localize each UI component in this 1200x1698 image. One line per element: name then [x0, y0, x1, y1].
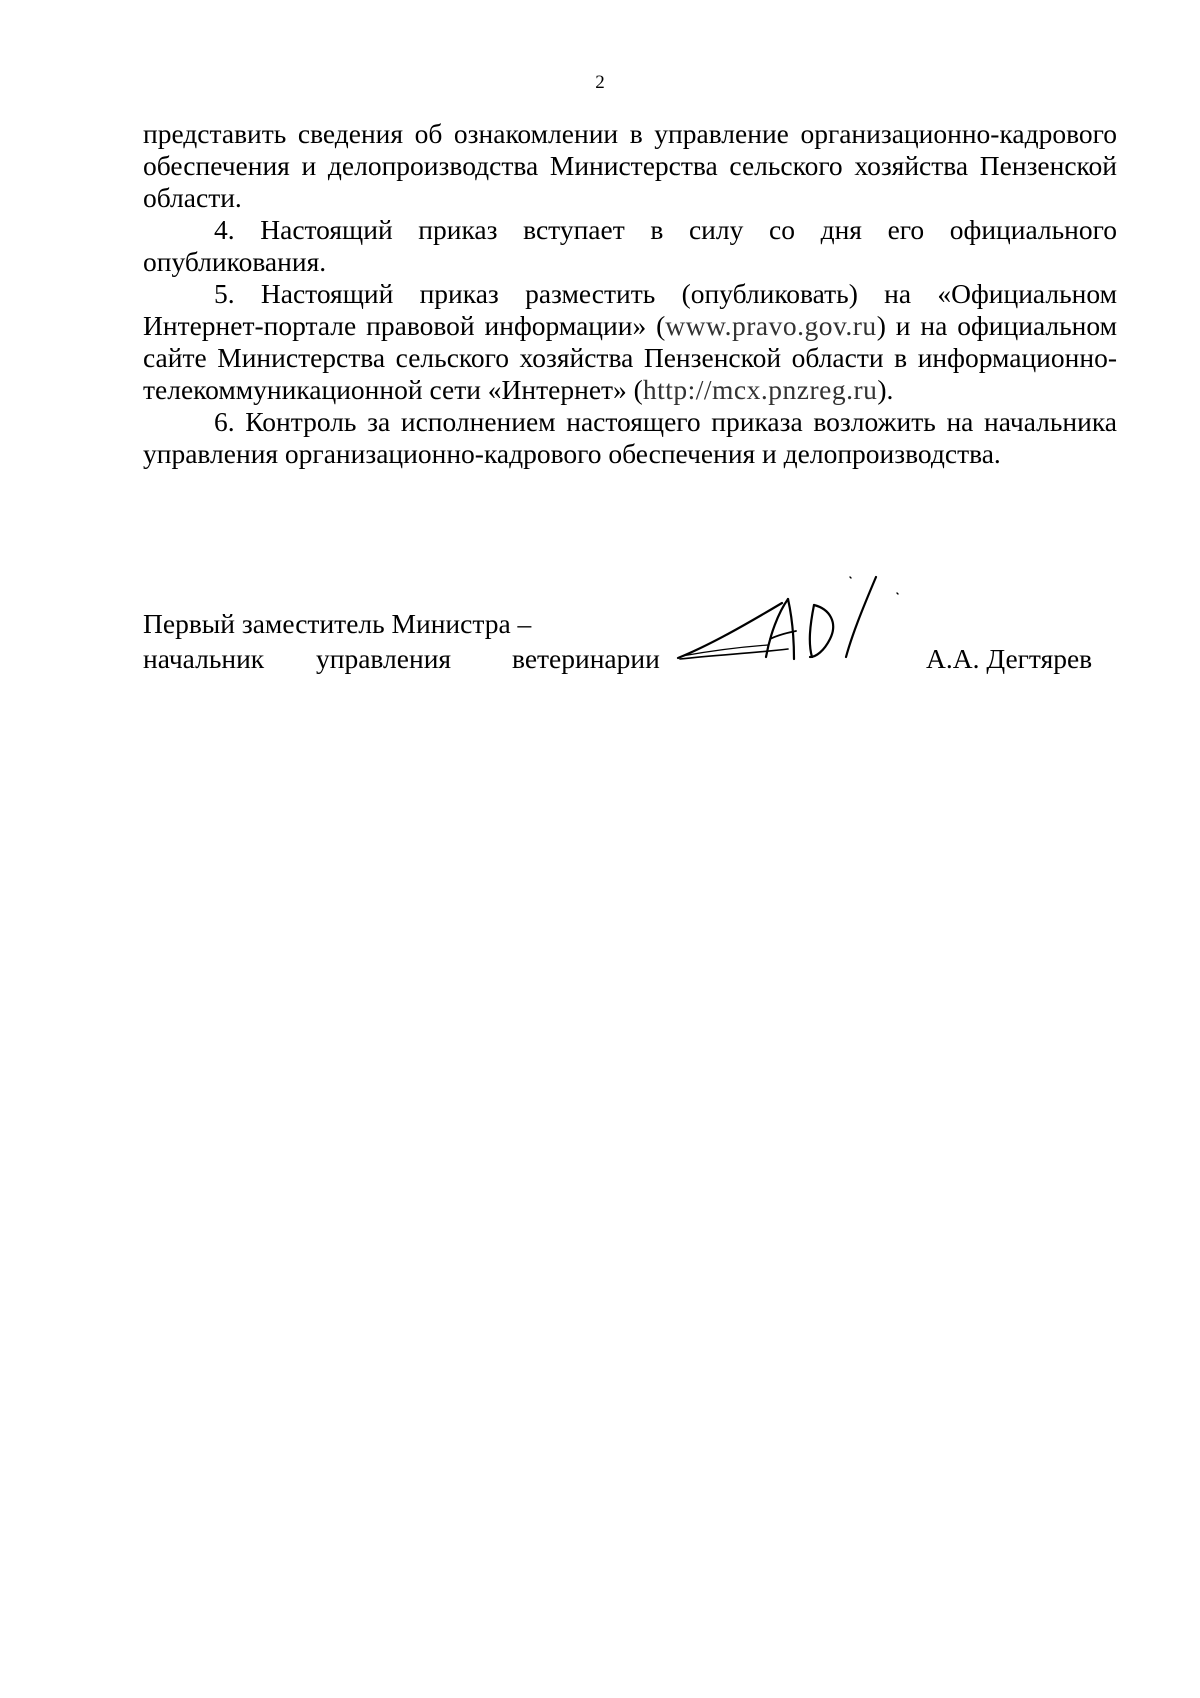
paragraph-item-5-text-middle: ) и на официальном сайте Министерства сельского хозяйства Пензенской области в информационно-телекоммуникационной сети «Интернет» ( — [143, 310, 1118, 405]
paragraph-item-5-text-before: 5. Настоящий приказ разместить (опубликовать) на «Официальном Интернет-портале правовой информации» ( — [143, 278, 1117, 341]
paragraph-item-5-text-after: ). — [877, 374, 894, 405]
paragraph-continuation: представить сведения об ознакомлении в управление организационно-кадрового обеспечения и делопроизводства Министерства сельского хозяйства Пензенской области. — [143, 118, 1117, 213]
signature-block — [143, 606, 1117, 676]
handwritten-signature — [670, 565, 920, 675]
signatory-name: А.А. Дегтярев — [926, 643, 1093, 674]
paragraph-item-4: 4. Настоящий приказ вступает в силу со дня его официального опубликования. — [143, 214, 1117, 277]
document-body — [143, 118, 1117, 470]
signatory-title-word-1: начальник — [143, 643, 265, 674]
mcx-pnzreg-link[interactable]: http://mcx.pnzreg.ru — [642, 374, 878, 405]
signatory-title-line2 — [143, 641, 1117, 676]
signatory-title-word-2: управления — [316, 643, 452, 674]
signatory-title-line1: Первый заместитель Министра – — [143, 608, 532, 639]
pravo-gov-link[interactable]: www.pravo.gov.ru — [665, 310, 877, 341]
paragraph-item-5 — [143, 278, 1117, 406]
page-number: 2 — [595, 72, 605, 93]
paragraph-item-6: 6. Контроль за исполнением настоящего приказа возложить на начальника управления организационно-кадрового обеспечения и делопроизводства. — [143, 406, 1117, 469]
signatory-title-word-3: ветеринарии — [512, 643, 660, 674]
